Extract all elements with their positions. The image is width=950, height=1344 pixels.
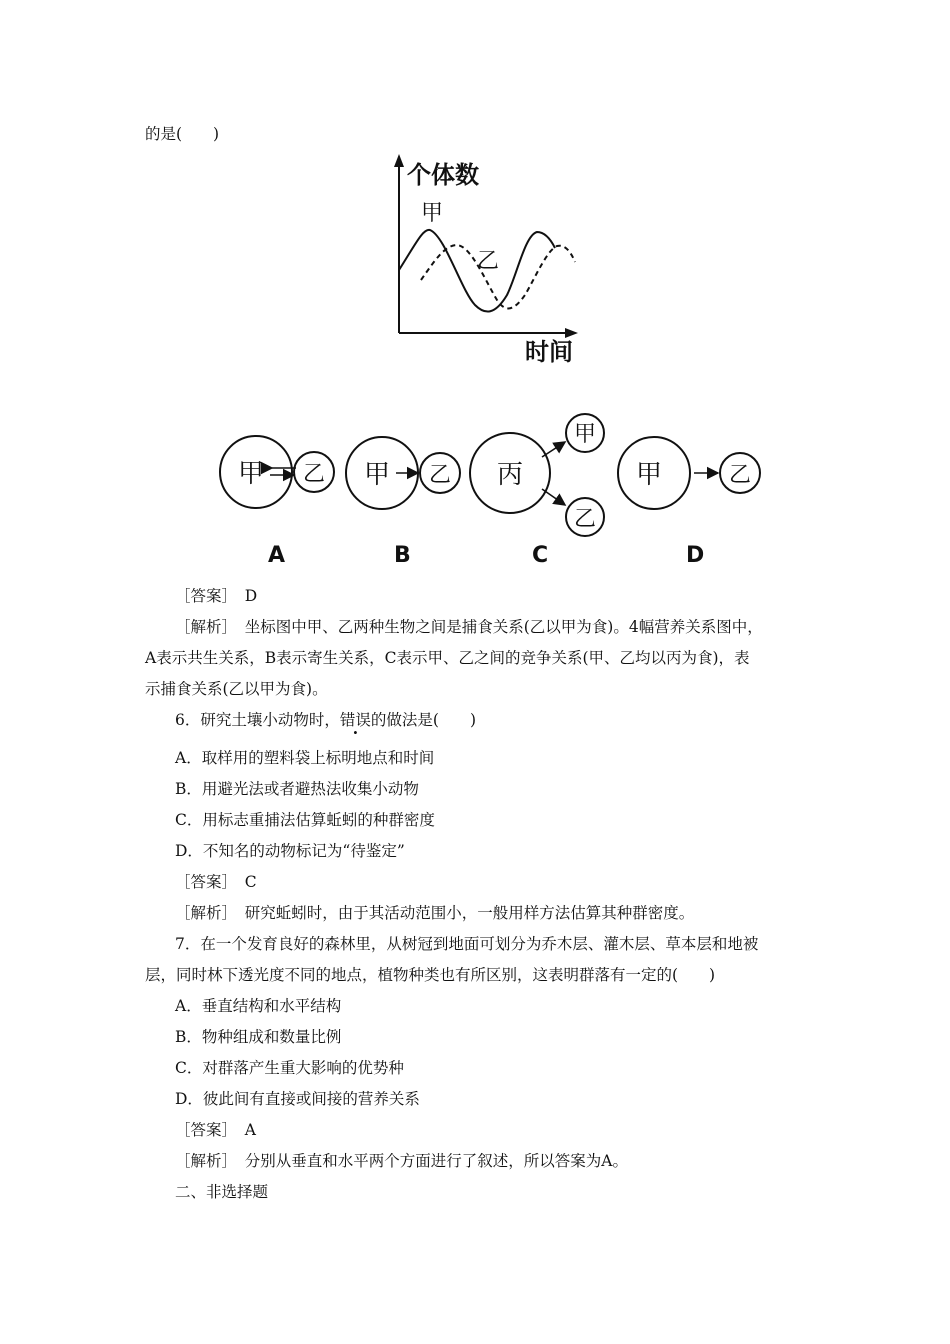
answer-5: ［答案］ D bbox=[175, 587, 258, 605]
series-a-label: 甲 bbox=[421, 201, 444, 226]
diagram-a bbox=[220, 436, 334, 568]
food-relation-diagrams bbox=[210, 405, 780, 575]
diagram-d-big: 甲 bbox=[636, 460, 663, 490]
answer-7: ［答案］ A bbox=[175, 1121, 256, 1139]
question-6-suffix: 的做法是( ) bbox=[370, 711, 476, 729]
diagram-d-small: 乙 bbox=[729, 463, 752, 488]
question-stem-tail: 的是( ) bbox=[145, 125, 220, 143]
question-7-option-c: C．对群落产生重大影响的优势种 bbox=[175, 1059, 404, 1077]
question-7-line2: 层，同时林下透光度不同的地点，植物种类也有所区别，这表明群落有一定的( ) bbox=[145, 966, 716, 984]
diagram-c bbox=[470, 414, 604, 568]
question-6-option-b: B．用避光法或者避热法收集小动物 bbox=[175, 780, 419, 798]
diagram-c-big: 丙 bbox=[497, 460, 524, 490]
y-axis-label: 个体数 bbox=[407, 161, 479, 189]
diagram-a-big: 甲 bbox=[238, 459, 265, 489]
population-graph bbox=[385, 150, 595, 370]
diagram-b bbox=[346, 437, 460, 568]
x-axis-arrow bbox=[565, 328, 578, 338]
diagram-c-top: 甲 bbox=[574, 422, 597, 447]
question-6-option-d: D．不知名的动物标记为“待鉴定” bbox=[175, 842, 405, 860]
question-7-line1: 7．在一个发育良好的森林里，从树冠到地面可划分为乔木层、灌木层、草本层和地被 bbox=[175, 935, 759, 953]
question-6-prefix: 6．研究土壤小动物时， bbox=[175, 711, 340, 729]
question-7-option-d: D．彼此间有直接或间接的营养关系 bbox=[175, 1090, 420, 1108]
answer-6: ［答案］ C bbox=[175, 873, 257, 891]
y-axis-arrow bbox=[394, 154, 404, 167]
explanation-6: ［解析］ 研究蚯蚓时，由于其活动范围小，一般用样方法估算其种群密度。 bbox=[175, 904, 695, 922]
question-6 bbox=[175, 710, 476, 730]
series-b-label: 乙 bbox=[477, 249, 500, 274]
explanation-5-line3: 示捕食关系(乙以甲为食)。 bbox=[145, 680, 328, 698]
diagram-c-bottom: 乙 bbox=[574, 507, 597, 532]
diagram-b-small: 乙 bbox=[429, 463, 452, 488]
diagram-c-label: C bbox=[532, 543, 549, 568]
explanation-5-line1: ［解析］ 坐标图中甲、乙两种生物之间是捕食关系(乙以甲为食)。4幅营养关系图中， bbox=[175, 618, 763, 636]
section-heading: 二、非选择题 bbox=[175, 1183, 269, 1201]
question-6-option-c: C．用标志重捕法估算蚯蚓的种群密度 bbox=[175, 811, 435, 829]
diagram-b-big: 甲 bbox=[364, 460, 391, 490]
question-6-option-a: A．取样用的塑料袋上标明地点和时间 bbox=[175, 749, 435, 767]
diagram-a-label: A bbox=[268, 543, 286, 568]
explanation-5-line2: A表示共生关系，B表示寄生关系，C表示甲、乙之间的竞争关系(甲、乙均以丙为食)，表 bbox=[145, 649, 750, 667]
diagram-d bbox=[618, 437, 760, 568]
diagram-b-label: B bbox=[394, 543, 411, 568]
question-7-option-a: A．垂直结构和水平结构 bbox=[175, 997, 342, 1015]
diagram-a-small: 乙 bbox=[303, 462, 326, 487]
question-7-option-b: B．物种组成和数量比例 bbox=[175, 1028, 342, 1046]
explanation-7: ［解析］ 分别从垂直和水平两个方面进行了叙述，所以答案为A。 bbox=[175, 1152, 628, 1170]
question-6-emphasis: 错误 bbox=[339, 711, 371, 729]
x-axis-label: 时间 bbox=[525, 338, 573, 366]
diagram-d-label: D bbox=[686, 543, 705, 568]
